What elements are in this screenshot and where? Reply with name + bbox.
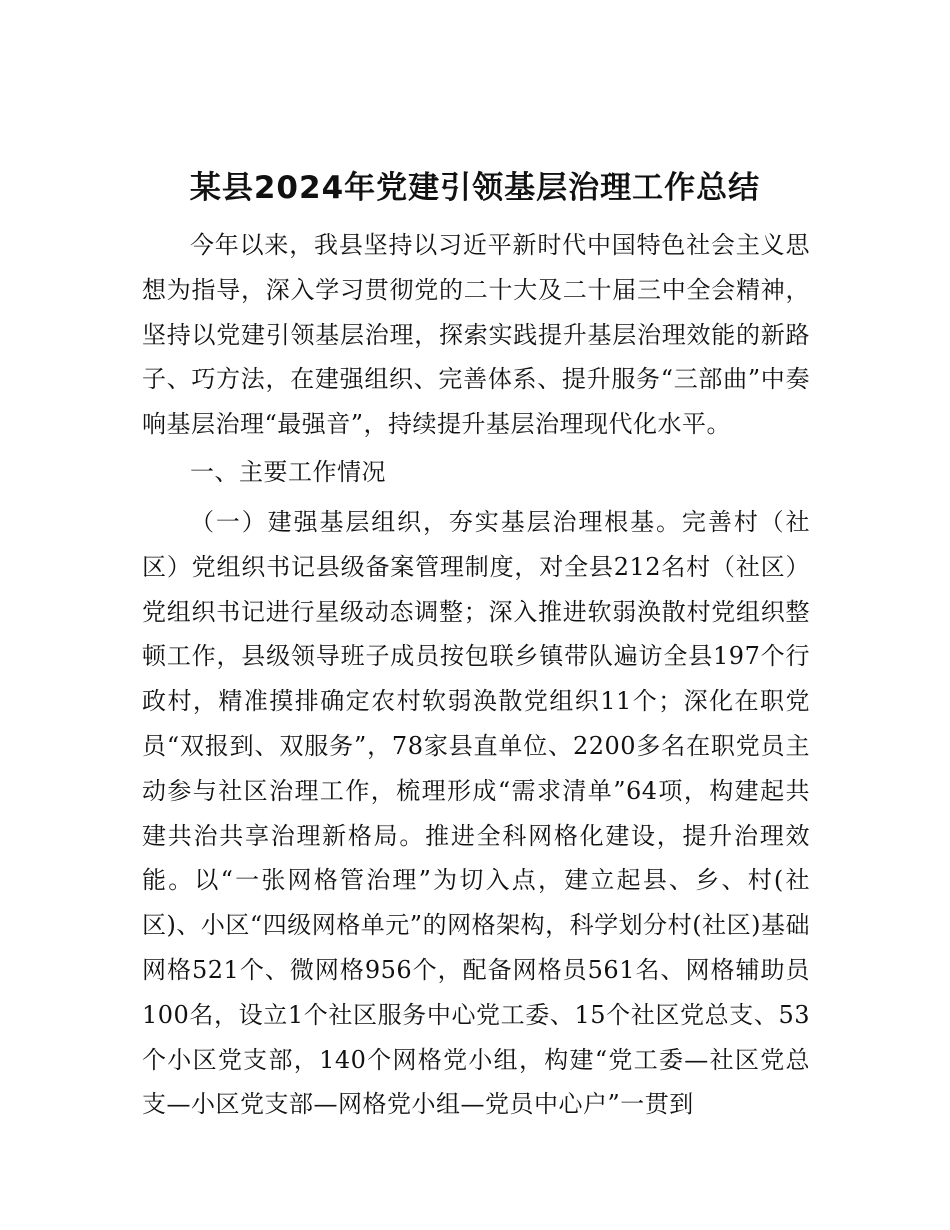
intro-paragraph: 今年以来，我县坚持以习近平新时代中国特色社会主义思想为指导，深入学习贯彻党的二十大及二十届三中全会精神，坚持以党建引领基层治理，探索实践提升基层治理效能的新路子、巧方法，在建强组织、完善体系、提升服务“三部曲”中奏响基层治理“最强音”，持续提升基层治理现代化水平。: [142, 231, 810, 439]
section-heading: 一、主要工作情况: [190, 458, 386, 486]
document-title: 某县2024年党建引领基层治理工作总结: [189, 170, 761, 206]
section-paragraph: （一）建强基层组织，夯实基层治理根基。完善村（社区）党组织书记县级备案管理制度，对全县212名村（社区）党组织书记进行星级动态调整；深入推进软弱涣散村党组织整顿工作，县级领导班子成员按包联乡镇带队遍访全县197个行政村，精准摸排确定农村软弱涣散党组织11个；深化在职党员“双报到、双服务”，78家县直单位、2200多名在职党员主动参与社区治理工作，梳理形成“需求清单”64项，构建起共建共治共享治理新格局。推进全科网格化建设，提升治理效能。以“一张网格管治理”为切入点，建立起县、乡、村(社区)、小区“四级网格单元”的网格架构，科学划分村(社区)基础网格521个、微网格956个，配备网格员561名、网格辅助员100名，设立1个社区服务中心党工委、15个社区党总支、53个小区党支部，140个网格党小组，构建“党工委—社区党总支—小区党支部—网格党小组—党员中心户”一贯到: [142, 508, 810, 1119]
